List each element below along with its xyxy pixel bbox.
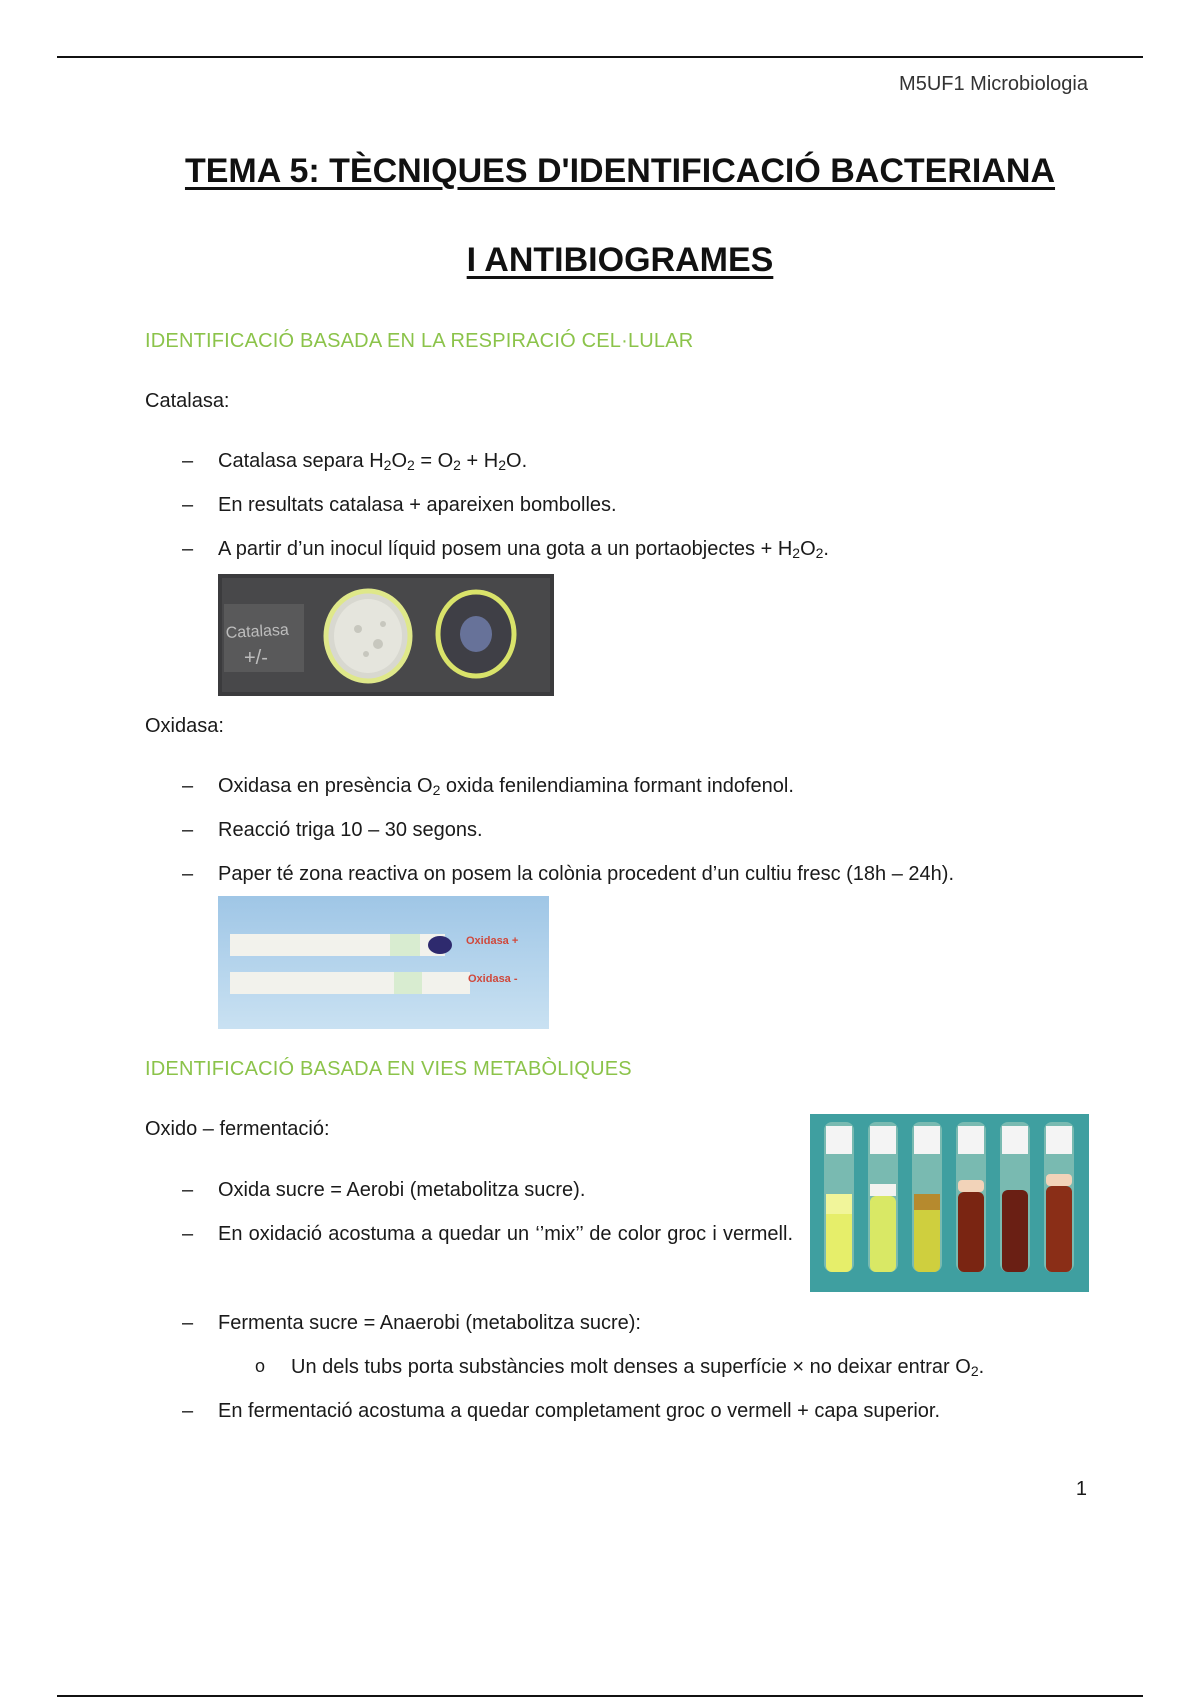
bullet-dash: –: [182, 1179, 194, 1201]
oxido-fermentacio-label: Oxido – fermentació:: [145, 1118, 330, 1140]
bullet-dash: –: [182, 819, 194, 841]
bottom-rule: [57, 1695, 1143, 1697]
catalasa-slide-illustration: [218, 574, 554, 696]
bullet-circle: o: [255, 1356, 266, 1376]
bullet-text: En oxidació acostuma a quedar un ‘’mix’’ de color groc i vermell.: [218, 1223, 793, 1245]
section-heading-respiracio: IDENTIFICACIÓ BASADA EN LA RESPIRACIÓ CEL·LULAR: [145, 330, 694, 352]
bullet-text: Reacció triga 10 – 30 segons.: [218, 819, 483, 841]
bullet-text: Catalasa separa $H_2O_2 = O_2 + H_2O$.: [218, 450, 528, 473]
page-number: 1: [1075, 1478, 1087, 1500]
oxidasa-strip-image: [218, 896, 549, 1029]
bullet-text: Fermenta sucre = Anaerobi (metabolitza sucre):: [218, 1312, 641, 1334]
catalasa-label: Catalasa:: [145, 390, 230, 412]
oxidasa-strip-illustration: [218, 896, 549, 1029]
oxidasa-label: Oxidasa:: [145, 715, 224, 737]
svg-text:Catalasa: Catalasa: [225, 621, 290, 642]
bullet-dash: –: [182, 450, 194, 472]
section-heading-metaboliques: IDENTIFICACIÓ BASADA EN VIES METABÒLIQUES: [145, 1058, 632, 1080]
bullet-text: En fermentació acostuma a quedar completament groc o vermell + capa superior.: [218, 1400, 941, 1422]
running-header: M5UF1 Microbiologia: [899, 73, 1088, 95]
tubes-illustration: [810, 1114, 1089, 1292]
oxido-fermentation-tubes-image: [810, 1114, 1089, 1292]
oxidasa-negative-label: Oxidasa -: [468, 973, 518, 985]
bullet-dash: –: [182, 538, 194, 560]
svg-text:+/-: +/-: [244, 647, 268, 669]
bullet-dash: –: [182, 1312, 194, 1334]
document-title-line1: TEMA 5: TÈCNIQUES D'IDENTIFICACIÓ BACTERIANA: [184, 152, 1056, 190]
bullet-text: A partir d’un inocul líquid posem una gota a un portaobjectes + $H_2O_2$.: [218, 538, 829, 561]
bullet-dash: –: [182, 775, 194, 797]
bullet-dash: –: [182, 1223, 194, 1245]
sub-bullet-text: Un dels tubs porta substàncies molt denses a superfície × no deixar entrar $O_2$.: [291, 1356, 985, 1379]
bullet-text: Paper té zona reactiva on posem la colònia procedent d’un cultiu fresc (18h – 24h).: [218, 863, 954, 885]
catalasa-slide-image: [218, 574, 554, 696]
bullet-dash: –: [182, 863, 194, 885]
bullet-text: En resultats catalasa + apareixen bombolles.: [218, 494, 617, 516]
oxidasa-positive-label: Oxidasa +: [466, 935, 519, 947]
document-title-line2: I ANTIBIOGRAMES: [466, 241, 774, 279]
bullet-dash: –: [182, 494, 194, 516]
bullet-text: Oxidasa en presència $O_2$ oxida fenilendiamina formant indofenol.: [218, 775, 794, 798]
bullet-dash: –: [182, 1400, 194, 1422]
top-rule: [57, 56, 1143, 58]
bullet-text: Oxida sucre = Aerobi (metabolitza sucre).: [218, 1179, 586, 1201]
